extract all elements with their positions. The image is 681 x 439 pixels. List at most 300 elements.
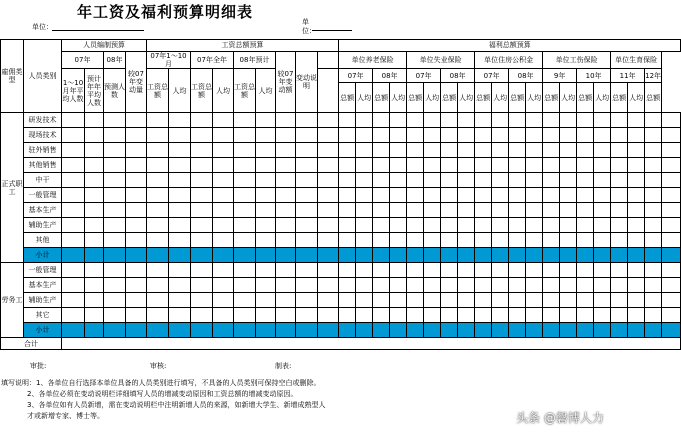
value-cell[interactable] [424, 143, 441, 158]
value-cell[interactable] [560, 293, 577, 308]
value-cell[interactable] [169, 308, 191, 323]
value-cell[interactable] [234, 128, 256, 143]
value-cell[interactable] [276, 293, 296, 308]
value-cell[interactable] [611, 218, 628, 233]
value-cell[interactable] [62, 233, 85, 248]
value-cell[interactable] [475, 203, 492, 218]
value-cell[interactable] [256, 113, 276, 128]
value-cell[interactable] [492, 128, 509, 143]
value-cell[interactable] [356, 158, 373, 173]
value-cell[interactable] [441, 323, 458, 338]
value-cell[interactable] [276, 113, 296, 128]
value-cell[interactable] [62, 293, 85, 308]
value-cell[interactable] [577, 263, 594, 278]
value-cell[interactable] [441, 278, 458, 293]
value-cell[interactable] [213, 173, 234, 188]
value-cell[interactable] [339, 323, 356, 338]
value-cell[interactable] [62, 128, 85, 143]
value-cell[interactable] [628, 218, 645, 233]
value-cell[interactable] [526, 173, 543, 188]
value-cell[interactable] [213, 203, 234, 218]
value-cell[interactable] [526, 233, 543, 248]
value-cell[interactable] [126, 248, 147, 263]
value-cell[interactable] [126, 293, 147, 308]
value-cell[interactable] [318, 113, 339, 128]
value-cell[interactable] [526, 263, 543, 278]
value-cell[interactable] [147, 293, 169, 308]
value-cell[interactable] [318, 218, 339, 233]
value-cell[interactable] [526, 218, 543, 233]
value-cell[interactable] [191, 248, 213, 263]
value-cell[interactable] [318, 158, 339, 173]
value-cell[interactable] [577, 158, 594, 173]
value-cell[interactable] [611, 128, 628, 143]
value-cell[interactable] [628, 293, 645, 308]
value-cell[interactable] [191, 323, 213, 338]
value-cell[interactable] [492, 188, 509, 203]
value-cell[interactable] [509, 233, 526, 248]
value-cell[interactable] [594, 173, 611, 188]
value-cell[interactable] [339, 263, 356, 278]
value-cell[interactable] [147, 248, 169, 263]
value-cell[interactable] [104, 173, 126, 188]
value-cell[interactable] [276, 143, 296, 158]
value-cell[interactable] [628, 323, 645, 338]
value-cell[interactable] [356, 308, 373, 323]
value-cell[interactable] [339, 158, 356, 173]
value-cell[interactable] [611, 143, 628, 158]
value-cell[interactable] [147, 278, 169, 293]
value-cell[interactable] [104, 158, 126, 173]
value-cell[interactable] [296, 263, 318, 278]
value-cell[interactable] [234, 158, 256, 173]
value-cell[interactable] [577, 173, 594, 188]
value-cell[interactable] [234, 173, 256, 188]
value-cell[interactable] [318, 323, 339, 338]
value-cell[interactable] [543, 263, 560, 278]
value-cell[interactable] [234, 248, 256, 263]
value-cell[interactable] [234, 308, 256, 323]
value-cell[interactable] [628, 278, 645, 293]
value-cell[interactable] [475, 293, 492, 308]
value-cell[interactable] [441, 113, 458, 128]
value-cell[interactable] [213, 233, 234, 248]
value-cell[interactable] [296, 293, 318, 308]
value-cell[interactable] [509, 278, 526, 293]
value-cell[interactable] [475, 233, 492, 248]
value-cell[interactable] [543, 308, 560, 323]
value-cell[interactable] [104, 263, 126, 278]
value-cell[interactable] [234, 218, 256, 233]
value-cell[interactable] [276, 248, 296, 263]
value-cell[interactable] [560, 218, 577, 233]
value-cell[interactable] [441, 233, 458, 248]
value-cell[interactable] [407, 203, 424, 218]
value-cell[interactable] [662, 143, 681, 158]
value-cell[interactable] [645, 203, 662, 218]
value-cell[interactable] [509, 263, 526, 278]
value-cell[interactable] [276, 263, 296, 278]
value-cell[interactable] [577, 233, 594, 248]
value-cell[interactable] [62, 218, 85, 233]
value-cell[interactable] [373, 203, 390, 218]
value-cell[interactable] [509, 143, 526, 158]
value-cell[interactable] [256, 143, 276, 158]
value-cell[interactable] [611, 293, 628, 308]
value-cell[interactable] [645, 188, 662, 203]
value-cell[interactable] [85, 188, 104, 203]
value-cell[interactable] [526, 308, 543, 323]
value-cell[interactable] [126, 323, 147, 338]
value-cell[interactable] [645, 158, 662, 173]
value-cell[interactable] [662, 218, 681, 233]
value-cell[interactable] [424, 173, 441, 188]
value-cell[interactable] [560, 308, 577, 323]
value-cell[interactable] [492, 173, 509, 188]
value-cell[interactable] [645, 173, 662, 188]
value-cell[interactable] [492, 158, 509, 173]
value-cell[interactable] [543, 293, 560, 308]
value-cell[interactable] [560, 263, 577, 278]
value-cell[interactable] [191, 143, 213, 158]
value-cell[interactable] [356, 248, 373, 263]
value-cell[interactable] [543, 188, 560, 203]
value-cell[interactable] [509, 173, 526, 188]
value-cell[interactable] [594, 113, 611, 128]
value-cell[interactable] [543, 278, 560, 293]
value-cell[interactable] [509, 158, 526, 173]
value-cell[interactable] [594, 308, 611, 323]
value-cell[interactable] [526, 323, 543, 338]
value-cell[interactable] [475, 113, 492, 128]
value-cell[interactable] [594, 203, 611, 218]
value-cell[interactable] [62, 158, 85, 173]
value-cell[interactable] [191, 308, 213, 323]
value-cell[interactable] [256, 278, 276, 293]
value-cell[interactable] [126, 173, 147, 188]
value-cell[interactable] [356, 113, 373, 128]
value-cell[interactable] [169, 233, 191, 248]
value-cell[interactable] [560, 203, 577, 218]
value-cell[interactable] [296, 308, 318, 323]
value-cell[interactable] [213, 308, 234, 323]
value-cell[interactable] [407, 158, 424, 173]
value-cell[interactable] [339, 218, 356, 233]
value-cell[interactable] [424, 203, 441, 218]
value-cell[interactable] [191, 233, 213, 248]
value-cell[interactable] [191, 128, 213, 143]
value-cell[interactable] [296, 173, 318, 188]
value-cell[interactable] [213, 158, 234, 173]
value-cell[interactable] [191, 278, 213, 293]
value-cell[interactable] [256, 248, 276, 263]
value-cell[interactable] [296, 323, 318, 338]
value-cell[interactable] [475, 248, 492, 263]
value-cell[interactable] [407, 323, 424, 338]
value-cell[interactable] [85, 203, 104, 218]
value-cell[interactable] [318, 293, 339, 308]
value-cell[interactable] [458, 233, 475, 248]
value-cell[interactable] [645, 248, 662, 263]
value-cell[interactable] [594, 188, 611, 203]
value-cell[interactable] [373, 218, 390, 233]
value-cell[interactable] [104, 143, 126, 158]
value-cell[interactable] [577, 218, 594, 233]
value-cell[interactable] [458, 248, 475, 263]
value-cell[interactable] [191, 173, 213, 188]
value-cell[interactable] [407, 143, 424, 158]
value-cell[interactable] [318, 143, 339, 158]
value-cell[interactable] [407, 293, 424, 308]
value-cell[interactable] [191, 293, 213, 308]
value-cell[interactable] [85, 218, 104, 233]
value-cell[interactable] [441, 158, 458, 173]
value-cell[interactable] [560, 113, 577, 128]
value-cell[interactable] [424, 128, 441, 143]
value-cell[interactable] [85, 323, 104, 338]
value-cell[interactable] [407, 233, 424, 248]
value-cell[interactable] [373, 143, 390, 158]
value-cell[interactable] [126, 203, 147, 218]
value-cell[interactable] [628, 248, 645, 263]
value-cell[interactable] [424, 263, 441, 278]
value-cell[interactable] [296, 188, 318, 203]
value-cell[interactable] [169, 128, 191, 143]
value-cell[interactable] [234, 188, 256, 203]
value-cell[interactable] [628, 128, 645, 143]
value-cell[interactable] [509, 308, 526, 323]
value-cell[interactable] [104, 203, 126, 218]
value-cell[interactable] [441, 188, 458, 203]
value-cell[interactable] [85, 248, 104, 263]
value-cell[interactable] [594, 158, 611, 173]
value-cell[interactable] [390, 113, 407, 128]
value-cell[interactable] [147, 113, 169, 128]
value-cell[interactable] [390, 293, 407, 308]
value-cell[interactable] [611, 308, 628, 323]
value-cell[interactable] [475, 263, 492, 278]
value-cell[interactable] [276, 158, 296, 173]
value-cell[interactable] [147, 143, 169, 158]
value-cell[interactable] [407, 173, 424, 188]
value-cell[interactable] [560, 248, 577, 263]
value-cell[interactable] [318, 173, 339, 188]
value-cell[interactable] [390, 203, 407, 218]
value-cell[interactable] [339, 293, 356, 308]
value-cell[interactable] [543, 173, 560, 188]
value-cell[interactable] [509, 128, 526, 143]
value-cell[interactable] [407, 128, 424, 143]
value-cell[interactable] [560, 128, 577, 143]
value-cell[interactable] [276, 188, 296, 203]
value-cell[interactable] [645, 128, 662, 143]
value-cell[interactable] [662, 323, 681, 338]
value-cell[interactable] [339, 173, 356, 188]
value-cell[interactable] [339, 203, 356, 218]
value-cell[interactable] [256, 293, 276, 308]
value-cell[interactable] [234, 323, 256, 338]
value-cell[interactable] [492, 263, 509, 278]
value-cell[interactable] [509, 323, 526, 338]
value-cell[interactable] [191, 203, 213, 218]
value-cell[interactable] [318, 203, 339, 218]
value-cell[interactable] [628, 158, 645, 173]
value-cell[interactable] [543, 248, 560, 263]
value-cell[interactable] [526, 188, 543, 203]
value-cell[interactable] [104, 308, 126, 323]
value-cell[interactable] [373, 128, 390, 143]
value-cell[interactable] [424, 188, 441, 203]
value-cell[interactable] [296, 233, 318, 248]
value-cell[interactable] [339, 308, 356, 323]
value-cell[interactable] [126, 158, 147, 173]
value-cell[interactable] [492, 143, 509, 158]
value-cell[interactable] [356, 188, 373, 203]
value-cell[interactable] [662, 113, 681, 128]
value-cell[interactable] [169, 173, 191, 188]
value-cell[interactable] [407, 308, 424, 323]
value-cell[interactable] [509, 218, 526, 233]
value-cell[interactable] [104, 248, 126, 263]
value-cell[interactable] [62, 188, 85, 203]
value-cell[interactable] [104, 218, 126, 233]
value-cell[interactable] [662, 263, 681, 278]
value-cell[interactable] [628, 173, 645, 188]
value-cell[interactable] [628, 113, 645, 128]
value-cell[interactable] [526, 113, 543, 128]
value-cell[interactable] [373, 248, 390, 263]
value-cell[interactable] [526, 248, 543, 263]
value-cell[interactable] [611, 188, 628, 203]
value-cell[interactable] [356, 218, 373, 233]
value-cell[interactable] [628, 308, 645, 323]
value-cell[interactable] [147, 233, 169, 248]
value-cell[interactable] [407, 278, 424, 293]
value-cell[interactable] [560, 158, 577, 173]
value-cell[interactable] [458, 203, 475, 218]
value-cell[interactable] [373, 173, 390, 188]
value-cell[interactable] [339, 248, 356, 263]
value-cell[interactable] [543, 233, 560, 248]
value-cell[interactable] [296, 278, 318, 293]
value-cell[interactable] [390, 233, 407, 248]
value-cell[interactable] [492, 203, 509, 218]
value-cell[interactable] [356, 293, 373, 308]
value-cell[interactable] [594, 293, 611, 308]
value-cell[interactable] [62, 323, 85, 338]
value-cell[interactable] [645, 263, 662, 278]
value-cell[interactable] [191, 263, 213, 278]
value-cell[interactable] [560, 233, 577, 248]
value-cell[interactable] [356, 128, 373, 143]
value-cell[interactable] [424, 158, 441, 173]
value-cell[interactable] [560, 323, 577, 338]
value-cell[interactable] [628, 188, 645, 203]
value-cell[interactable] [104, 113, 126, 128]
value-cell[interactable] [62, 203, 85, 218]
value-cell[interactable] [594, 278, 611, 293]
value-cell[interactable] [424, 233, 441, 248]
value-cell[interactable] [662, 308, 681, 323]
value-cell[interactable] [543, 128, 560, 143]
value-cell[interactable] [318, 278, 339, 293]
value-cell[interactable] [169, 293, 191, 308]
value-cell[interactable] [526, 293, 543, 308]
value-cell[interactable] [475, 323, 492, 338]
value-cell[interactable] [492, 113, 509, 128]
value-cell[interactable] [492, 218, 509, 233]
value-cell[interactable] [276, 203, 296, 218]
value-cell[interactable] [611, 233, 628, 248]
value-cell[interactable] [492, 323, 509, 338]
value-cell[interactable] [407, 188, 424, 203]
value-cell[interactable] [458, 158, 475, 173]
value-cell[interactable] [492, 248, 509, 263]
value-cell[interactable] [594, 128, 611, 143]
value-cell[interactable] [441, 248, 458, 263]
value-cell[interactable] [509, 188, 526, 203]
value-cell[interactable] [62, 308, 85, 323]
value-cell[interactable] [62, 248, 85, 263]
value-cell[interactable] [611, 158, 628, 173]
value-cell[interactable] [191, 188, 213, 203]
value-cell[interactable] [373, 188, 390, 203]
value-cell[interactable] [276, 128, 296, 143]
value-cell[interactable] [276, 173, 296, 188]
value-cell[interactable] [390, 248, 407, 263]
value-cell[interactable] [441, 128, 458, 143]
value-cell[interactable] [234, 113, 256, 128]
value-cell[interactable] [662, 203, 681, 218]
value-cell[interactable] [85, 113, 104, 128]
value-cell[interactable] [458, 188, 475, 203]
value-cell[interactable] [234, 203, 256, 218]
value-cell[interactable] [458, 263, 475, 278]
value-cell[interactable] [390, 308, 407, 323]
value-cell[interactable] [85, 263, 104, 278]
value-cell[interactable] [441, 218, 458, 233]
value-cell[interactable] [475, 188, 492, 203]
value-cell[interactable] [213, 113, 234, 128]
value-cell[interactable] [645, 113, 662, 128]
value-cell[interactable] [611, 203, 628, 218]
value-cell[interactable] [126, 143, 147, 158]
value-cell[interactable] [234, 293, 256, 308]
value-cell[interactable] [104, 188, 126, 203]
value-cell[interactable] [213, 248, 234, 263]
value-cell[interactable] [104, 233, 126, 248]
value-cell[interactable] [577, 203, 594, 218]
value-cell[interactable] [296, 248, 318, 263]
value-cell[interactable] [458, 218, 475, 233]
value-cell[interactable] [234, 278, 256, 293]
value-cell[interactable] [256, 158, 276, 173]
value-cell[interactable] [577, 308, 594, 323]
value-cell[interactable] [213, 218, 234, 233]
value-cell[interactable] [147, 188, 169, 203]
value-cell[interactable] [256, 173, 276, 188]
value-cell[interactable] [126, 278, 147, 293]
value-cell[interactable] [191, 113, 213, 128]
value-cell[interactable] [543, 158, 560, 173]
value-cell[interactable] [104, 278, 126, 293]
value-cell[interactable] [611, 263, 628, 278]
value-cell[interactable] [390, 128, 407, 143]
value-cell[interactable] [85, 233, 104, 248]
value-cell[interactable] [560, 278, 577, 293]
value-cell[interactable] [147, 158, 169, 173]
value-cell[interactable] [104, 323, 126, 338]
